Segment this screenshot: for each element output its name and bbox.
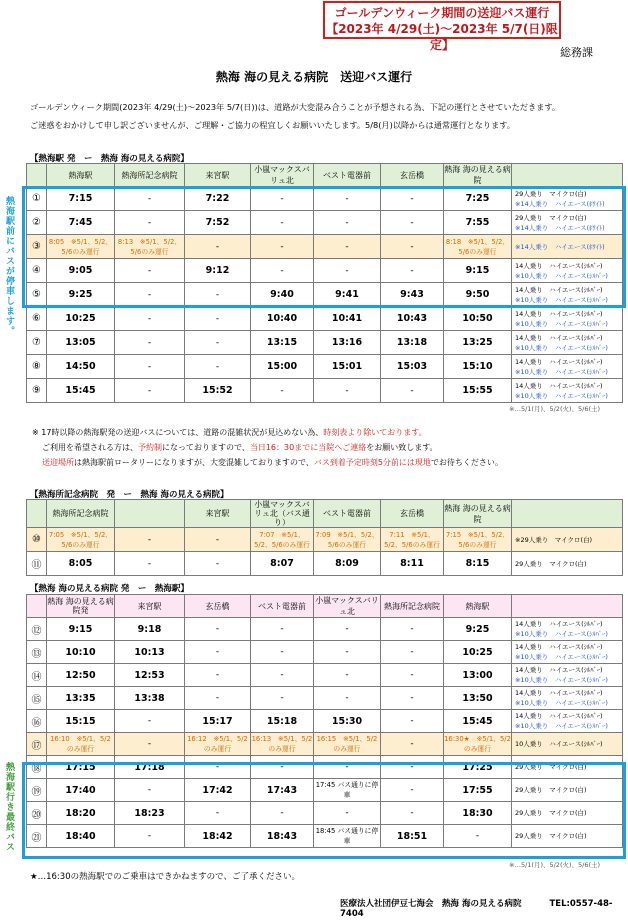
time-cell: 9:41 xyxy=(314,283,381,307)
time-cell: 15:03 xyxy=(381,355,444,379)
time-cell: - xyxy=(314,259,381,283)
note-2a: ご利用を希望される方は、 xyxy=(42,443,138,452)
time-cell: - xyxy=(251,756,314,779)
time-cell: - xyxy=(314,687,381,710)
time-cell: 7:52 xyxy=(185,211,251,235)
time-cell: 15:52 xyxy=(185,379,251,403)
time-cell: 15:55 xyxy=(444,379,512,403)
time-cell: - xyxy=(115,187,185,211)
row-number: ⑮ xyxy=(27,687,47,710)
time-cell: 16:10 ※5/1、5/2のみ運行 xyxy=(47,733,115,756)
note-1a: ※ 17時以降の熱海駅発の送迎バスについては、道路の混雑状況が見込めない為、 xyxy=(32,428,324,437)
table-row xyxy=(27,618,623,641)
time-cell: - xyxy=(314,618,381,641)
bus-type-primary: 29人乗り マイクロ(白) xyxy=(515,763,587,771)
bus-type-primary: 14人乗り ハイエース(ｼﾙﾊﾞｰ) xyxy=(515,285,603,294)
time-cell: - xyxy=(115,211,185,235)
time-cell: - xyxy=(381,664,444,687)
bus-type-primary: 14人乗り ハイエース(ｼﾙﾊﾞｰ) xyxy=(515,381,603,390)
time-cell: - xyxy=(251,187,314,211)
row-number: ② xyxy=(27,211,47,235)
column-header: 熱海駅 xyxy=(444,595,512,618)
time-cell: - xyxy=(185,687,251,710)
time-cell: 15:45 xyxy=(444,710,512,733)
column-header: 熱海所記念病院 xyxy=(381,595,444,618)
time-cell: 10:41 xyxy=(314,307,381,331)
time-cell: 7:45 xyxy=(47,211,115,235)
time-cell: 9:15 xyxy=(47,618,115,641)
bus-type-secondary: ※10人乗り ハイエース(ｼﾙﾊﾞｰ) xyxy=(515,343,608,352)
time-cell: 12:53 xyxy=(115,664,185,687)
row-number: ① xyxy=(27,187,47,211)
time-cell: 17:55 xyxy=(444,779,512,802)
time-cell: 7:15 ※5/1、5/2、5/6のみ運行 xyxy=(444,528,512,552)
time-cell: 15:15 xyxy=(47,710,115,733)
time-cell: 10:13 xyxy=(115,641,185,664)
column-header: 熱海駅 xyxy=(47,164,115,187)
time-cell: 15:10 xyxy=(444,355,512,379)
time-cell: 17:43 xyxy=(251,779,314,802)
time-cell: 15:00 xyxy=(251,355,314,379)
time-cell: 18:42 xyxy=(185,825,251,848)
time-cell: 16:13 ※5/1、5/2のみ運行 xyxy=(251,733,314,756)
bus-type-primary: 29人乗り マイクロ(白) xyxy=(515,189,587,198)
notice-line-1: ゴールデンウィーク期間の送迎バス運行 xyxy=(334,6,550,20)
bus-type-cell xyxy=(512,331,623,355)
time-cell: - xyxy=(381,641,444,664)
time-cell: 17:18 xyxy=(115,756,185,779)
bus-type-cell xyxy=(512,528,623,552)
side-label-station: 熱海駅前にバスが停車します。 xyxy=(4,196,14,336)
row-number: ⑫ xyxy=(27,618,47,641)
table-row xyxy=(27,552,623,576)
bus-type-primary: 29人乗り マイクロ(白) xyxy=(515,559,587,568)
row-number: ③ xyxy=(27,235,47,259)
bus-type-secondary: ※10人乗り ハイエース(ｼﾙﾊﾞｰ) xyxy=(515,676,608,684)
time-cell: - xyxy=(115,355,185,379)
note-1b: 時刻表より除いております。 xyxy=(323,428,427,437)
time-cell: - xyxy=(381,259,444,283)
table-row xyxy=(27,641,623,664)
note-3c: バス到着予定時刻5分前には現地 xyxy=(313,458,431,467)
station-stop-highlight xyxy=(22,186,626,308)
column-header: ベスト電器前 xyxy=(314,500,381,528)
time-cell: 17:25 xyxy=(444,756,512,779)
bus-type-cell xyxy=(512,687,623,710)
gw-notice-box xyxy=(323,1,561,52)
bus-type-secondary: ※10人乗り ハイエース(ｼﾙﾊﾞｰ) xyxy=(515,319,608,328)
column-header xyxy=(115,500,185,528)
time-cell: - xyxy=(115,259,185,283)
column-header: 来宮駅 xyxy=(115,595,185,618)
bus-type-secondary: ※14人乗り ハイエース(ﾎﾜｲﾄ) xyxy=(515,199,605,208)
table-row xyxy=(27,355,623,379)
column-header xyxy=(512,164,623,187)
bus-type-secondary: ※10人乗り ハイエース(ｼﾙﾊﾞｰ) xyxy=(515,722,608,730)
time-cell: 16:15 ※5/1、5/2のみ運行 xyxy=(314,733,381,756)
time-cell: 9:18 xyxy=(115,618,185,641)
time-cell: - xyxy=(251,641,314,664)
note-2c: になっておりますので、 xyxy=(162,443,250,452)
column-header xyxy=(27,164,47,187)
time-cell: 7:11 ※5/1、5/2、5/6のみ運行 xyxy=(381,528,444,552)
bus-type-primary: 29人乗り マイクロ(白) xyxy=(515,832,587,840)
bus-type-primary: 14人乗り ハイエース(ｼﾙﾊﾞｰ) xyxy=(515,643,603,651)
row-number: ⑲ xyxy=(27,779,47,802)
time-cell: 7:07 ※5/1、5/2、5/6のみ運行 xyxy=(251,528,314,552)
table-row xyxy=(27,664,623,687)
schedule-table-2 xyxy=(26,499,623,576)
time-cell: 9:25 xyxy=(47,283,115,307)
time-cell: 8:05 xyxy=(47,552,115,576)
time-cell: 18:30 xyxy=(444,802,512,825)
time-cell: 9:05 xyxy=(47,259,115,283)
bus-type-secondary: ※10人乗り ハイエース(ｼﾙﾊﾞｰ) xyxy=(515,653,608,661)
column-header: 熱海所記念病院 xyxy=(115,164,185,187)
column-header: ベスト電器前 xyxy=(314,164,381,187)
time-cell: - xyxy=(185,552,251,576)
column-header xyxy=(27,500,47,528)
time-cell: 13:38 xyxy=(115,687,185,710)
time-cell: 13:00 xyxy=(444,664,512,687)
column-header xyxy=(512,500,623,528)
notice-line-2: 【2023年 4/29(土)～2023年 5/7(日)限定】 xyxy=(326,22,558,52)
time-cell: 12:50 xyxy=(47,664,115,687)
time-cell: 10:25 xyxy=(444,641,512,664)
time-cell: - xyxy=(185,618,251,641)
row-number: ⑭ xyxy=(27,664,47,687)
time-cell: 9:25 xyxy=(444,618,512,641)
time-cell: - xyxy=(251,802,314,825)
time-cell: 10:50 xyxy=(444,307,512,331)
row-number: ⑥ xyxy=(27,307,47,331)
time-cell: - xyxy=(185,528,251,552)
bus-type-primary: 14人乗り ハイエース(ｼﾙﾊﾞｰ) xyxy=(515,712,603,720)
time-cell: - xyxy=(251,618,314,641)
time-cell: 13:18 xyxy=(381,331,444,355)
department-label: 総務課 xyxy=(560,46,593,59)
time-cell: 8:05 ※5/1、5/2、5/6のみ運行 xyxy=(47,235,115,259)
time-cell: - xyxy=(381,733,444,756)
time-cell: 9:50 xyxy=(444,283,512,307)
side-label-last-bus: 熱海駅行き最終バス xyxy=(4,762,14,852)
bus-type-secondary: ※10人乗り ハイエース(ｼﾙﾊﾞｰ) xyxy=(515,367,608,376)
time-cell: 18:40 xyxy=(47,825,115,848)
time-cell: 13:15 xyxy=(251,331,314,355)
time-cell: - xyxy=(314,802,381,825)
time-cell: 7:15 xyxy=(47,187,115,211)
time-cell: 9:43 xyxy=(381,283,444,307)
table2-title: 【熱海所記念病院 発 ー 熱海 海の見える病院】 xyxy=(30,490,229,500)
time-cell: 7:22 xyxy=(185,187,251,211)
time-cell: 18:45 バス通りに停車 xyxy=(314,825,381,848)
time-cell: - xyxy=(185,283,251,307)
row-number: ⑧ xyxy=(27,355,47,379)
time-cell: - xyxy=(115,825,185,848)
time-cell: 13:25 xyxy=(444,331,512,355)
time-cell: 14:50 xyxy=(47,355,115,379)
time-cell: - xyxy=(381,687,444,710)
time-cell: - xyxy=(115,779,185,802)
bus-type-primary: 14人乗り ハイエース(ｼﾙﾊﾞｰ) xyxy=(515,689,603,697)
row-number: ⑪ xyxy=(27,552,47,576)
time-cell: - xyxy=(115,710,185,733)
bus-type-cell xyxy=(512,552,623,576)
table-row xyxy=(27,379,623,403)
bus-type-primary: 14人乗り ハイエース(ｼﾙﾊﾞｰ) xyxy=(515,357,603,366)
bus-type-primary: 29人乗り マイクロ(白) xyxy=(515,786,587,794)
time-cell: 15:30 xyxy=(314,710,381,733)
bus-type-secondary: ※14人乗り ハイエース(ﾎﾜｲﾄ) xyxy=(515,242,605,251)
time-cell: - xyxy=(185,331,251,355)
time-cell: - xyxy=(185,235,251,259)
time-cell: - xyxy=(381,211,444,235)
time-cell: - xyxy=(381,710,444,733)
time-cell: 7:55 xyxy=(444,211,512,235)
reservation-notes xyxy=(32,425,612,470)
bus-type-primary: 14人乗り ハイエース(ｼﾙﾊﾞｰ) xyxy=(515,333,603,342)
time-cell: - xyxy=(314,211,381,235)
bus-type-primary: 14人乗り ハイエース(ｼﾙﾊﾞｰ) xyxy=(515,309,603,318)
time-cell: - xyxy=(381,779,444,802)
time-cell: - xyxy=(185,756,251,779)
row-number: ⑯ xyxy=(27,710,47,733)
note-2e: をお願い致します。 xyxy=(366,443,438,452)
time-cell: - xyxy=(251,664,314,687)
column-header: 玄岳橋 xyxy=(185,595,251,618)
time-cell: 13:35 xyxy=(47,687,115,710)
time-cell: - xyxy=(381,379,444,403)
bus-type-primary: ※29人乗り マイクロ(白) xyxy=(515,535,593,544)
note-3d: でお待ちください。 xyxy=(430,458,503,467)
bus-type-secondary: ※10人乗り ハイエース(ｼﾙﾊﾞｰ) xyxy=(515,271,608,280)
table-row xyxy=(27,528,623,552)
time-cell: 15:17 xyxy=(185,710,251,733)
bus-type-secondary: ※10人乗り ハイエース(ｼﾙﾊﾞｰ) xyxy=(515,699,608,707)
tel-number: TEL:0557-48-7404 xyxy=(340,899,613,919)
time-cell: 16:30★ ※5/1、5/2のみ運行 xyxy=(444,733,512,756)
note-3a: 送迎場所 xyxy=(42,458,74,467)
table-row xyxy=(27,307,623,331)
row-number: ㉑ xyxy=(27,825,47,848)
row-number: ⑦ xyxy=(27,331,47,355)
row-number: ⑤ xyxy=(27,283,47,307)
time-cell: - xyxy=(381,756,444,779)
time-cell: 18:51 xyxy=(381,825,444,848)
note-2b: 予約制 xyxy=(138,443,162,452)
page-title: 熱海 海の見える病院 送迎バス運行 xyxy=(215,70,413,84)
time-cell: - xyxy=(381,802,444,825)
bus-type-cell xyxy=(512,355,623,379)
time-cell: - xyxy=(251,259,314,283)
column-header: 小嵐マックスバリュ北（バス通り） xyxy=(251,500,314,528)
time-cell: - xyxy=(251,235,314,259)
time-cell: - xyxy=(314,641,381,664)
note-2d: 当日16：30までに当院へご連絡 xyxy=(249,443,367,452)
time-cell: 8:11 xyxy=(381,552,444,576)
time-cell: - xyxy=(115,733,185,756)
bus-type-primary: 14人乗り ハイエース(ｼﾙﾊﾞｰ) xyxy=(515,620,603,628)
column-header: 小嵐マックスバリュ北 xyxy=(315,596,379,616)
time-cell: - xyxy=(314,187,381,211)
table1-footnote: ※…5/1(月)、5/2(火)、5/6(土) xyxy=(509,405,601,413)
column-header: 来宮駅 xyxy=(185,500,251,528)
bus-type-secondary: ※10人乗り ハイエース(ｼﾙﾊﾞｰ) xyxy=(515,295,608,304)
row-number: ⑬ xyxy=(27,641,47,664)
time-cell: 17:15 xyxy=(47,756,115,779)
time-cell: 7:25 xyxy=(444,187,512,211)
column-header: 熱海所記念病院 xyxy=(47,500,115,528)
time-cell: - xyxy=(185,355,251,379)
intro-text xyxy=(30,98,610,134)
table1-title: 【熱海駅 発 ー 熱海 海の見える病院】 xyxy=(30,154,189,164)
table-row xyxy=(27,710,623,733)
column-header xyxy=(27,595,47,618)
time-cell: 18:43 xyxy=(251,825,314,848)
column-header: 玄岳橋 xyxy=(381,500,444,528)
bus-type-primary: 29人乗り マイクロ(白) xyxy=(515,809,587,817)
column-header: 熱海 海の見える病院発 xyxy=(47,595,115,618)
time-cell: 18:20 xyxy=(47,802,115,825)
intro-line-1: ゴールデンウィーク期間(2023年 4/29(土)～2023年 5/7(日))は、道路が大変混み合うことが予想される為、下記の運行とさせていただきます。 xyxy=(30,102,561,112)
time-cell: 8:18 ※5/1、5/2、5/6のみ運行 xyxy=(444,235,512,259)
time-cell: 13:05 xyxy=(47,331,115,355)
bus-type-secondary: ※10人乗り ハイエース(ｼﾙﾊﾞｰ) xyxy=(515,391,608,400)
time-cell: - xyxy=(185,307,251,331)
time-cell: 8:07 xyxy=(251,552,314,576)
column-header: ベスト電器前 xyxy=(251,595,314,618)
row-number: ⑨ xyxy=(27,379,47,403)
column-header: 小嵐マックスバリュ北 xyxy=(251,164,314,187)
bus-type-cell xyxy=(512,618,623,641)
time-cell: 10:25 xyxy=(47,307,115,331)
time-cell: 10:40 xyxy=(251,307,314,331)
bus-type-cell xyxy=(512,733,623,756)
time-cell: 8:15 xyxy=(444,552,512,576)
time-cell: 13:16 xyxy=(314,331,381,355)
table3-footnote: ※…5/1(月)、5/2(火)、5/6(土) xyxy=(509,861,601,869)
time-cell: - xyxy=(185,664,251,687)
last-bus-highlight xyxy=(22,762,626,859)
time-cell: 7:05 ※5/1、5/2、5/6のみ運行 xyxy=(47,528,115,552)
table-row xyxy=(27,687,623,710)
time-cell: - xyxy=(314,664,381,687)
org-name: 医療法人社団伊豆七海会 熱海 海の見える病院 xyxy=(340,899,522,909)
time-cell: 9:12 xyxy=(185,259,251,283)
time-cell: 15:01 xyxy=(314,355,381,379)
bus-type-secondary: ※14人乗り ハイエース(ﾎﾜｲﾄ) xyxy=(515,223,605,232)
time-cell: 15:18 xyxy=(251,710,314,733)
row-number: ⑳ xyxy=(27,802,47,825)
time-cell: 15:45 xyxy=(47,379,115,403)
bus-type-primary: 10人乗り ハイエース(ｼﾙﾊﾞｰ) xyxy=(515,740,603,748)
column-header: 玄岳橋 xyxy=(381,164,444,187)
time-cell: - xyxy=(115,307,185,331)
time-cell: - xyxy=(314,235,381,259)
note-3b: は熱海駅前ロータリーになりますが、大変混雑しておりますので、 xyxy=(74,458,314,467)
footer xyxy=(340,897,628,919)
bus-type-cell xyxy=(512,664,623,687)
time-cell: - xyxy=(115,528,185,552)
column-header: 熱海 海の見える病院 xyxy=(444,165,511,185)
time-cell: - xyxy=(314,756,381,779)
row-number: ⑰ xyxy=(27,733,47,756)
time-cell: - xyxy=(115,283,185,307)
intro-line-2: ご迷惑をおかけして申し訳ございませんが、ご理解・ご協力の程宜しくお願いいたします。5/8(月)以降からは通常運行となります。 xyxy=(30,120,515,130)
time-cell: - xyxy=(444,825,512,848)
time-cell: - xyxy=(185,641,251,664)
time-cell: - xyxy=(381,618,444,641)
time-cell: - xyxy=(251,379,314,403)
time-cell: 8:09 xyxy=(314,552,381,576)
bus-type-primary: 14人乗り ハイエース(ｼﾙﾊﾞｰ) xyxy=(515,261,603,270)
bus-type-cell xyxy=(512,379,623,403)
time-cell: 9:15 xyxy=(444,259,512,283)
time-cell: 18:23 xyxy=(115,802,185,825)
column-header: 熱海 海の見える病院 xyxy=(444,500,512,528)
time-cell: - xyxy=(381,235,444,259)
time-cell: - xyxy=(115,331,185,355)
row-number: ⑱ xyxy=(27,756,47,779)
row-number: ⑩ xyxy=(27,528,47,552)
column-header xyxy=(512,595,623,618)
row-number: ④ xyxy=(27,259,47,283)
time-cell: 17:45 バス通りに停車 xyxy=(314,779,381,802)
bus-type-primary: 14人乗り ハイエース(ｼﾙﾊﾞｰ) xyxy=(515,666,603,674)
table-row xyxy=(27,733,623,756)
time-cell: - xyxy=(251,211,314,235)
time-cell: 17:42 xyxy=(185,779,251,802)
star-note: ★…16:30の熱海駅でのご乗車はできかねますので、ご了承ください。 xyxy=(30,872,300,882)
time-cell: - xyxy=(381,187,444,211)
time-cell: - xyxy=(115,379,185,403)
bus-type-secondary: ※10人乗り ハイエース(ｼﾙﾊﾞｰ) xyxy=(515,630,608,638)
bus-type-cell xyxy=(512,641,623,664)
time-cell: - xyxy=(251,687,314,710)
time-cell: - xyxy=(314,379,381,403)
time-cell: 8:13 ※5/1、5/2、5/6のみ運行 xyxy=(115,235,185,259)
bus-type-primary: 29人乗り マイクロ(白) xyxy=(515,213,587,222)
time-cell: 17:40 xyxy=(47,779,115,802)
bus-type-cell xyxy=(512,307,623,331)
table3-title: 【熱海 海の見える病院 発 ー 熱海駅】 xyxy=(30,584,189,594)
time-cell: 16:12 ※5/1、5/2のみ運行 xyxy=(185,733,251,756)
column-header: 来宮駅 xyxy=(185,164,251,187)
time-cell: - xyxy=(185,802,251,825)
time-cell: 10:43 xyxy=(381,307,444,331)
time-cell: 9:40 xyxy=(251,283,314,307)
time-cell: 10:10 xyxy=(47,641,115,664)
time-cell: 13:50 xyxy=(444,687,512,710)
time-cell: 7:09 ※5/1、5/2、5/6のみ運行 xyxy=(314,528,381,552)
bus-type-cell xyxy=(512,710,623,733)
time-cell: - xyxy=(115,552,185,576)
table-row xyxy=(27,331,623,355)
